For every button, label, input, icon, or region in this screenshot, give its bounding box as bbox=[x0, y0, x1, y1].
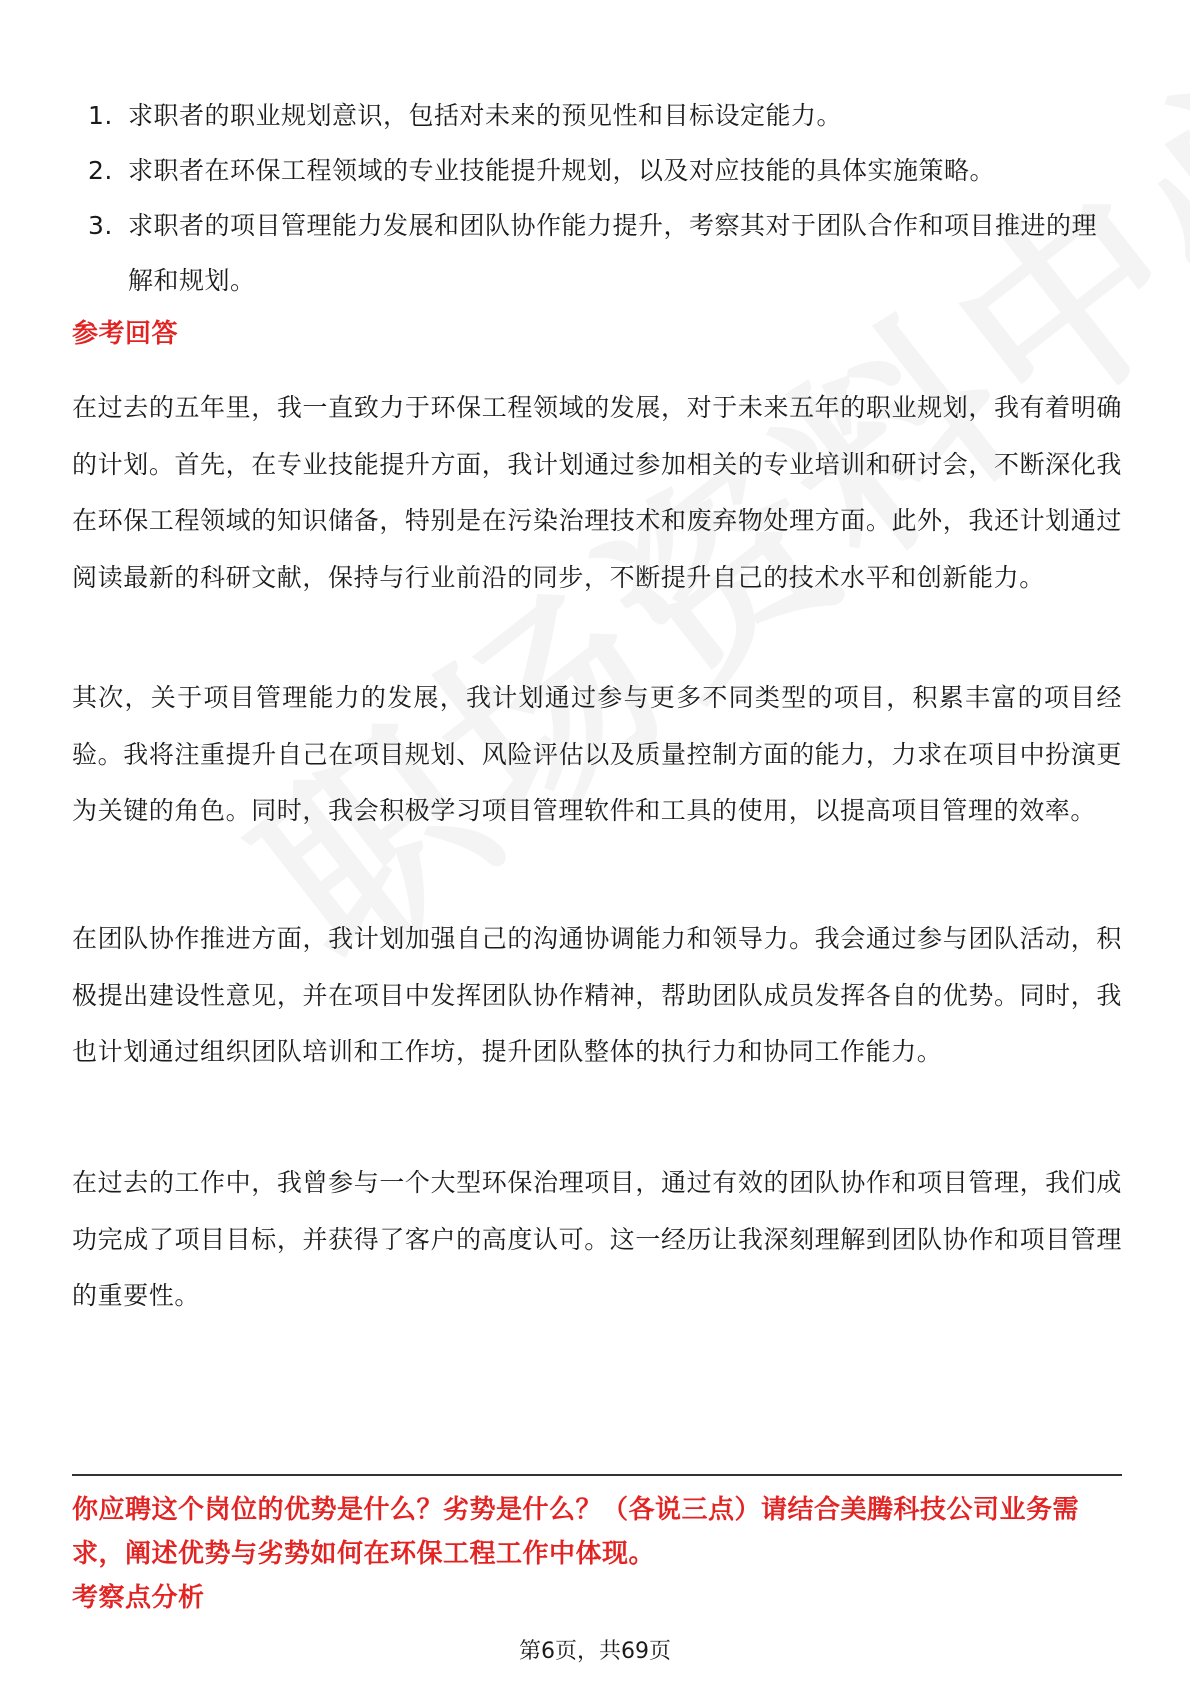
next-question: 你应聘这个岗位的优势是什么？劣势是什么？（各说三点）请结合美腾科技公司业务需求，阐述优势与劣势如何在环保工程工作中体现。 bbox=[72, 1495, 1080, 1569]
list-item-number: 2. bbox=[88, 156, 113, 185]
answer-paragraph: 其次，关于项目管理能力的发展，我计划通过参与更多不同类型的项目，积累丰富的项目经验。我将注重提升自己在项目规划、风险评估以及质量控制方面的能力，力求在项目中扮演更为关键的角色。同时，我会积极学习项目管理软件和工具的使用，以提高项目管理的效率。 bbox=[72, 683, 1122, 825]
list-item bbox=[72, 88, 1122, 143]
assessment-points-list bbox=[72, 88, 1122, 308]
list-item-text: 求职者在环保工程领域的专业技能提升规划，以及对应技能的具体实施策略。 bbox=[128, 156, 996, 185]
list-item-text: 求职者的职业规划意识，包括对未来的预见性和目标设定能力。 bbox=[128, 101, 843, 130]
answer-paragraph: 在团队协作推进方面，我计划加强自己的沟通协调能力和领导力。我会通过参与团队活动，积极提出建设性意见，并在项目中发挥团队协作精神，帮助团队成员发挥各自的优势。同时，我也计划通过组织团队培训和工作坊，提升团队整体的执行力和协同工作能力。 bbox=[72, 924, 1122, 1066]
list-item bbox=[72, 198, 1122, 308]
analysis-heading: 考察点分析 bbox=[72, 1583, 205, 1613]
reference-answer-heading: 参考回答 bbox=[72, 319, 179, 349]
list-item-number: 3. bbox=[88, 211, 113, 240]
list-item-text: 求职者的项目管理能力发展和团队协作能力提升，考察其对于团队合作和项目推进的理解和规划。 bbox=[128, 211, 1098, 295]
page-number: 第6页，共69页 bbox=[519, 1639, 671, 1664]
list-item-number: 1. bbox=[88, 101, 113, 130]
list-item bbox=[72, 143, 1122, 198]
answer-paragraph: 在过去的五年里，我一直致力于环保工程领域的发展，对于未来五年的职业规划，我有着明确的计划。首先，在专业技能提升方面，我计划通过参加相关的专业培训和研讨会，不断深化我在环保工程领域的知识储备，特别是在污染治理技术和废弃物处理方面。此外，我还计划通过阅读最新的科研文献，保持与行业前沿的同步，不断提升自己的技术水平和创新能力。 bbox=[72, 393, 1122, 592]
answer-paragraph: 在过去的工作中，我曾参与一个大型环保治理项目，通过有效的团队协作和项目管理，我们成功完成了项目目标，并获得了客户的高度认可。这一经历让我深刻理解到团队协作和项目管理的重要性。 bbox=[72, 1168, 1122, 1310]
section-divider bbox=[72, 1474, 1122, 1476]
